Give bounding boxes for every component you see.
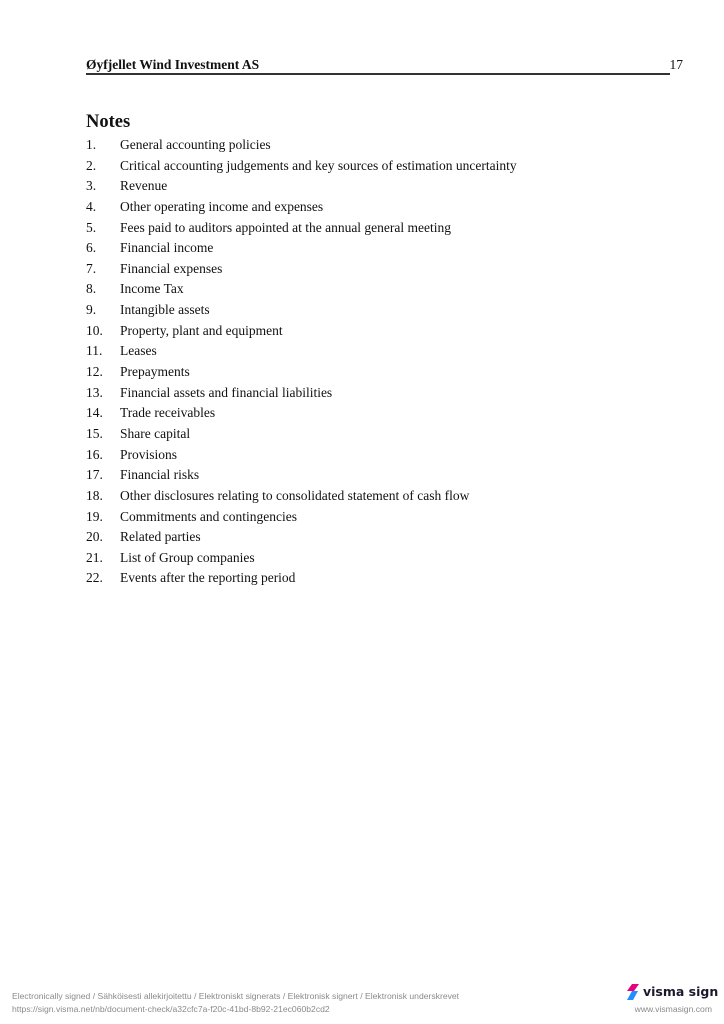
note-number: 19.: [86, 508, 103, 524]
note-label: Revenue: [120, 178, 168, 194]
note-number: 11.: [86, 343, 103, 359]
notes-list: [86, 135, 517, 589]
note-label: Leases: [120, 343, 157, 359]
note-item: [86, 279, 517, 300]
note-number: 16.: [86, 446, 103, 462]
note-label: Trade receivables: [120, 405, 216, 421]
note-item: [86, 383, 517, 404]
note-item: [86, 424, 517, 445]
note-label: Financial income: [120, 240, 214, 256]
note-number: 5.: [86, 219, 97, 235]
note-number: 17.: [86, 467, 103, 483]
page-header: [86, 56, 683, 74]
note-number: 4.: [86, 198, 97, 214]
note-item: [86, 527, 517, 548]
note-number: 14.: [86, 405, 103, 421]
note-label: Critical accounting judgements and key sources of estimation uncertainty: [120, 157, 517, 173]
note-item: [86, 197, 517, 218]
note-label: Other operating income and expenses: [120, 198, 324, 214]
signature-notice: Electronically signed / Sähköisesti allekirjoitettu / Elektroniskt signerats / Elektronisk signert / Elektronisk underskrevet: [12, 991, 460, 1001]
visma-sign-logo: [627, 984, 718, 1000]
note-item: [86, 568, 517, 589]
note-label: Share capital: [120, 425, 191, 441]
note-number: 20.: [86, 529, 103, 545]
note-item: [86, 548, 517, 569]
note-number: 15.: [86, 425, 103, 441]
header-divider: [86, 73, 670, 75]
note-label: Intangible assets: [120, 302, 210, 318]
note-label: Events after the reporting period: [120, 570, 296, 586]
note-label: Financial assets and financial liabilities: [120, 384, 333, 400]
note-number: 13.: [86, 384, 103, 400]
note-label: Commitments and contingencies: [120, 508, 297, 524]
note-label: Fees paid to auditors appointed at the annual general meeting: [120, 219, 452, 235]
note-number: 7.: [86, 260, 97, 276]
page-number: 17: [669, 57, 683, 72]
note-label: List of Group companies: [120, 549, 255, 565]
note-item: [86, 135, 517, 156]
note-number: 1.: [86, 137, 97, 152]
note-item: [86, 507, 517, 528]
note-number: 22.: [86, 570, 103, 586]
note-item: [86, 259, 517, 280]
note-number: 3.: [86, 178, 97, 194]
note-number: 9.: [86, 302, 97, 318]
note-item: [86, 156, 517, 177]
note-label: Property, plant and equipment: [120, 322, 283, 338]
visma-website-link[interactable]: www.vismasign.com: [634, 1004, 712, 1014]
note-number: 18.: [86, 487, 103, 503]
note-number: 8.: [86, 281, 97, 297]
note-label: Prepayments: [120, 364, 190, 380]
note-label: Other disclosures relating to consolidated statement of cash flow: [120, 487, 470, 503]
company-name: Øyfjellet Wind Investment AS: [86, 57, 260, 72]
note-item: [86, 445, 517, 466]
note-number: 2.: [86, 157, 97, 173]
note-number: 21.: [86, 549, 103, 565]
note-item: [86, 486, 517, 507]
notes-heading: Notes: [86, 112, 131, 132]
note-item: [86, 300, 517, 321]
note-item: [86, 341, 517, 362]
note-item: [86, 362, 517, 383]
note-label: Financial risks: [120, 467, 200, 483]
note-item: [86, 218, 517, 239]
document-check-link[interactable]: https://sign.visma.net/nb/document-check/a32cfc7a-f20c-41bd-8b92-21ec060b2cd2: [12, 1004, 330, 1014]
note-label: Provisions: [120, 446, 178, 462]
note-label: Related parties: [120, 529, 201, 545]
note-label: Financial expenses: [120, 260, 223, 276]
visma-sign-mark-icon: [627, 984, 639, 1000]
note-item: [86, 238, 517, 259]
note-number: 6.: [86, 240, 97, 256]
note-item: [86, 321, 517, 342]
note-label: Income Tax: [120, 281, 184, 297]
visma-sign-wordmark: visma sign: [643, 984, 719, 999]
note-label: General accounting policies: [120, 137, 271, 152]
note-item: [86, 403, 517, 424]
note-item: [86, 176, 517, 197]
note-item: [86, 465, 517, 486]
note-number: 10.: [86, 322, 103, 338]
note-number: 12.: [86, 364, 103, 380]
